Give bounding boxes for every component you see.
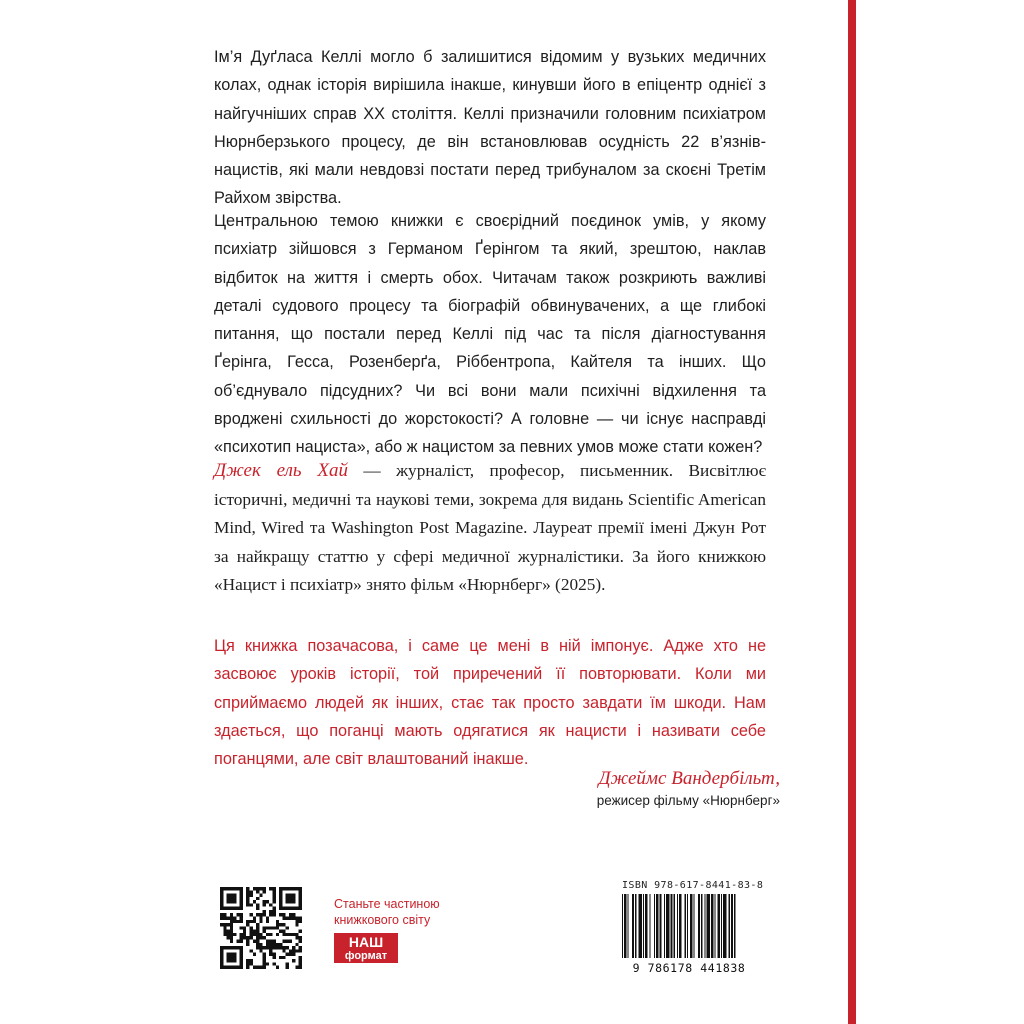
isbn-label: ISBN 978-617-8441-83-8	[622, 880, 764, 891]
author-bio-text: — журналіст, професор, письменник. Висвітлює історичні, медичні та наукові теми, зокрема для видань Scientific American Mind, Wired та Washington Post Magazine. Лауреат премії імені Джун Рот за найкращу статтю у сфері медичної журналістики. За його книжкою «Нацист і психіатр» знято фільм «Нюрнберг» (2025).	[214, 461, 766, 594]
promo-line-2: книжкового світу	[334, 913, 431, 927]
logo-text-bottom: формат	[344, 950, 388, 962]
red-spine-stripe	[848, 0, 856, 1024]
description-paragraph-2: Центральною темою книжки є своєрідний поєдинок умів, у якому психіатр зійшовся з Германом Ґерінгом та який, зрештою, наклав відбиток на життя і смерть обох. Читачам також розкриють важливі деталі судового процесу та біографій обвинувачених, а ще глибокі питання, що постали перед Келлі під час та після діагностування Ґерінга, Гесса, Розенберґа, Ріббентропа, Кайтеля та інших. Що об’єднувало підсудних? Чи всі вони мали психічні відхилення та вроджені схильності до жорстокості? А головне — чи існує насправді «психотип нациста», або ж нацистом за певних умов може стати кожен?	[214, 212, 766, 457]
author-name: Джек ель Хай	[214, 460, 349, 481]
publisher-promo	[334, 896, 474, 963]
barcode-number: 9 786178 441838	[632, 961, 746, 974]
logo-text-top: НАШ	[348, 934, 384, 950]
promo-line-1: Станьте частиною	[334, 897, 440, 911]
barcode-icon	[614, 894, 764, 974]
description-paragraph-1: Ім’я Дуґласа Келлі могло б залишитися відомим у вузьких медичних колах, однак історія вирішила інакше, кинувши його в епіцентр однієї з найгучніших справ XX століття. Келлі призначили головним психіатром Нюрнберзького процесу, де він встановлював осудність 22 в’язнів-нацистів, які мали невдовзі постати перед трибуналом за скоєні Третім Райхом звірства.	[214, 48, 766, 208]
publisher-logo	[334, 933, 398, 963]
isbn-barcode-block	[614, 880, 764, 974]
author-bio	[214, 457, 766, 600]
qr-code-icon	[220, 887, 302, 969]
endorsement-quote: Ця книжка позачасова, і саме це мені в ній імпонує. Адже хто не засвоює уроків історії, той приречений її повторювати. Коли ми сприймаємо людей як інших, стає так просто завдати їм шкоди. Нам здається, що поганці мають одягатися як нацисти і називати себе поганцями, але світ влаштований інакше.	[214, 637, 766, 769]
quote-author: Джеймс Вандербільт,	[598, 768, 780, 789]
quote-author-role: режисер фільму «Нюрнберг»	[596, 793, 780, 808]
